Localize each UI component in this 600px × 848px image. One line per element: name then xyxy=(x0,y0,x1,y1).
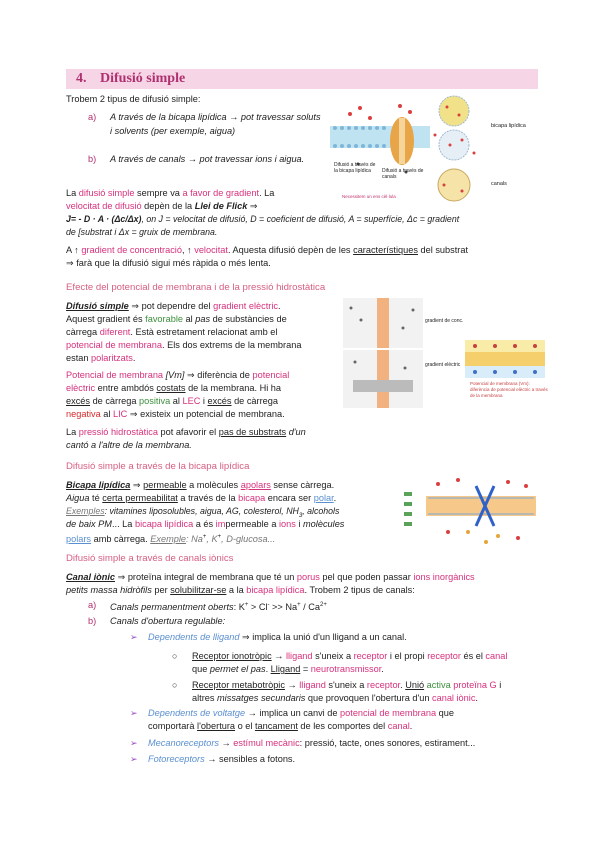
section1-p1-line5: estan polaritzats. xyxy=(66,353,136,363)
fig1-side-label-bicapa: bicapa lipídica xyxy=(491,123,526,129)
bilayer-permeability-figure xyxy=(398,472,538,550)
para1-line2: velocitat de difusió depèn de la Llei de Flick ⇒ xyxy=(66,201,258,211)
para2-line2: ⇒ farà que la difusió sigui més ràpida o més lenta. xyxy=(66,258,271,268)
section1-p1-line4: potencial de membrana. Els dos extrems de la membrana xyxy=(66,340,302,350)
canals-marker-a: a) xyxy=(88,600,97,610)
heading-title: Difusió simple xyxy=(100,71,186,86)
canals-marker-b: b) xyxy=(88,616,97,626)
section-heading xyxy=(66,69,538,89)
sub4-photo: Fotoreceptors → sensibles a fotons. xyxy=(148,754,296,764)
para1-line1: La difusió simple sempre va a favor de gradient. La xyxy=(66,188,275,198)
sub3-mechano: Mecanoreceptors → estímul mecànic: pressió, tacte, ones sonores, estirament... xyxy=(148,738,476,748)
para1-line3: J= - D · A · (Δc/Δx), on J = velocitat de difusió, D = coeficient de difusió, A = superfície, Δc = gradient xyxy=(66,214,460,224)
gradient-diagram xyxy=(343,298,423,410)
membrane-potential-figure xyxy=(465,340,545,380)
cell-diffusion-figure xyxy=(432,95,492,207)
sub1-ligand: Dependents de lligand ⇒ implica la unió d'un lligand a un canal. xyxy=(148,632,407,642)
circle-bullet-1: ○ xyxy=(172,651,178,661)
section2-line5: polars amb càrrega. Exemple: Na+, K+, D-glucosa... xyxy=(66,534,276,545)
sub1b-line2: altres missatges secundaris que provoquen l'obertura d'un canal iònic. xyxy=(192,693,478,703)
membrane-potential-caption: Potencial de membrana (Vm): diferència de potencial elèctric a través de la membrana xyxy=(470,381,548,398)
section2-line1: Bicapa lipídica ⇒ permeable a molècules apolars sense càrrega. xyxy=(66,480,335,490)
section1-p1-line1: Difusió simple ⇒ pot dependre del gradient elèctric. xyxy=(66,301,281,311)
arrow-bullet-2: ➢ xyxy=(130,708,138,718)
sub2-line1: Dependents de voltatge → implica un canvi de potencial de membrana que xyxy=(148,708,454,718)
arrow-bullet-3: ➢ xyxy=(130,738,138,748)
section1-p1-line3: càrrega diferent. Està estretament relacionat amb el xyxy=(66,327,278,337)
sub1b-line1: Receptor metabotròpic → lligand s'uneix a receptor. Unió activa proteïna G i xyxy=(192,680,502,690)
sub1a-line1: Receptor ionotròpic → lligand s'uneix a receptor i el propi receptor és el canal xyxy=(192,651,508,661)
section1-p3-line1: La pressió hidrostàtica pot afavorir el pas de substrats d'un xyxy=(66,427,306,437)
circle-bullet-2: ○ xyxy=(172,680,178,690)
gradient-elec-label: gradient elèctric xyxy=(425,362,461,368)
canals-item-a: Canals permanentment oberts: $K^+ > Cl^- >> Na^+ / Ca^{2+}$ xyxy=(110,602,327,613)
arrow-bullet-1: ➢ xyxy=(130,632,138,642)
section2-line4: de baix PM... La bicapa lipídica a és impermeable a ions i molècules xyxy=(66,519,345,529)
arrow-bullet-4: ➢ xyxy=(130,754,138,764)
section1-p2-line1: Potencial de membrana [Vm] ⇒ diferència de potencial xyxy=(66,370,290,380)
fig1-label-canals: Difusió a través de canals xyxy=(382,168,424,180)
para2-line1: A ↑ gradient de concentració, ↑ velocitat. Aquesta difusió depèn de les característiques del substrat xyxy=(66,245,468,255)
section2-line3: Exemples: vitamines liposolubles, aigua, AG, colesterol, $NH_3$, alcohols xyxy=(66,506,340,519)
section2-title: Difusió simple a través de la bicapa lipídica xyxy=(66,461,250,472)
section1-p2-line3: excés de càrrega positiva al LEC i excés de càrrega xyxy=(66,396,278,406)
intro-line: Trobem 2 tipus de difusió simple: xyxy=(66,94,201,104)
section1-p3-line2: cantó a l'altre de la membrana. xyxy=(66,440,192,450)
intro-item-b: A través de canals → pot travessar ions i aigua. xyxy=(110,154,305,164)
fig1-caption: Necessitem un ens cèl·lula xyxy=(342,194,396,199)
section1-p2-line4: negativa al LIC ⇒ existeix un potencial de membrana. xyxy=(66,409,285,419)
canals-item-b: Canals d'obertura regulable: xyxy=(110,616,226,626)
heading-number: 4. xyxy=(76,71,87,86)
membrane-diffusion-figure xyxy=(330,96,430,204)
sub1a-line2: que permet el pas. Lligand = neurotransmissor. xyxy=(192,664,384,674)
section1-p1-line2: Aquest gradient és favorable al pas de substàncies de xyxy=(66,314,287,324)
fig1-label-bicapa: Difusió a través de la bicapa lipídica xyxy=(334,162,376,174)
section3-line2: petits massa hidròfils per solubilitzar-se a la bicapa lipídica. Trobem 2 tipus de canals: xyxy=(66,585,415,595)
section1-p2-line2: elèctric entre ambdós costats de la membrana. Hi ha xyxy=(66,383,282,393)
sub2-line2: comportarà l'obertura o el tancament de les comportes del canal. xyxy=(148,721,413,731)
gradient-conc-label: gradient de conc. xyxy=(425,318,464,324)
intro-marker-b: b) xyxy=(88,154,97,164)
para1-line4: de [substrat i Δx = gruix de membrana. xyxy=(66,227,218,237)
section3-title: Difusió simple a través de canals iònics xyxy=(66,553,234,564)
fig1-side-label-canals: canals xyxy=(491,181,507,187)
section3-line1: Canal iònic ⇒ proteïna integral de membrana que té un porus pel que poden passar ions inorgànics xyxy=(66,572,475,582)
section1-title: Efecte del potencial de membrana i de la pressió hidrostàtica xyxy=(66,282,326,293)
section2-line2: Aigua té certa permeabilitat a través de la bicapa encara ser polar. xyxy=(66,493,337,503)
intro-marker-a: a) xyxy=(88,112,97,122)
intro-item-a: A través de la bicapa lipídica → pot travessar soluts i solvents (per exemple, aigua) xyxy=(110,112,321,136)
